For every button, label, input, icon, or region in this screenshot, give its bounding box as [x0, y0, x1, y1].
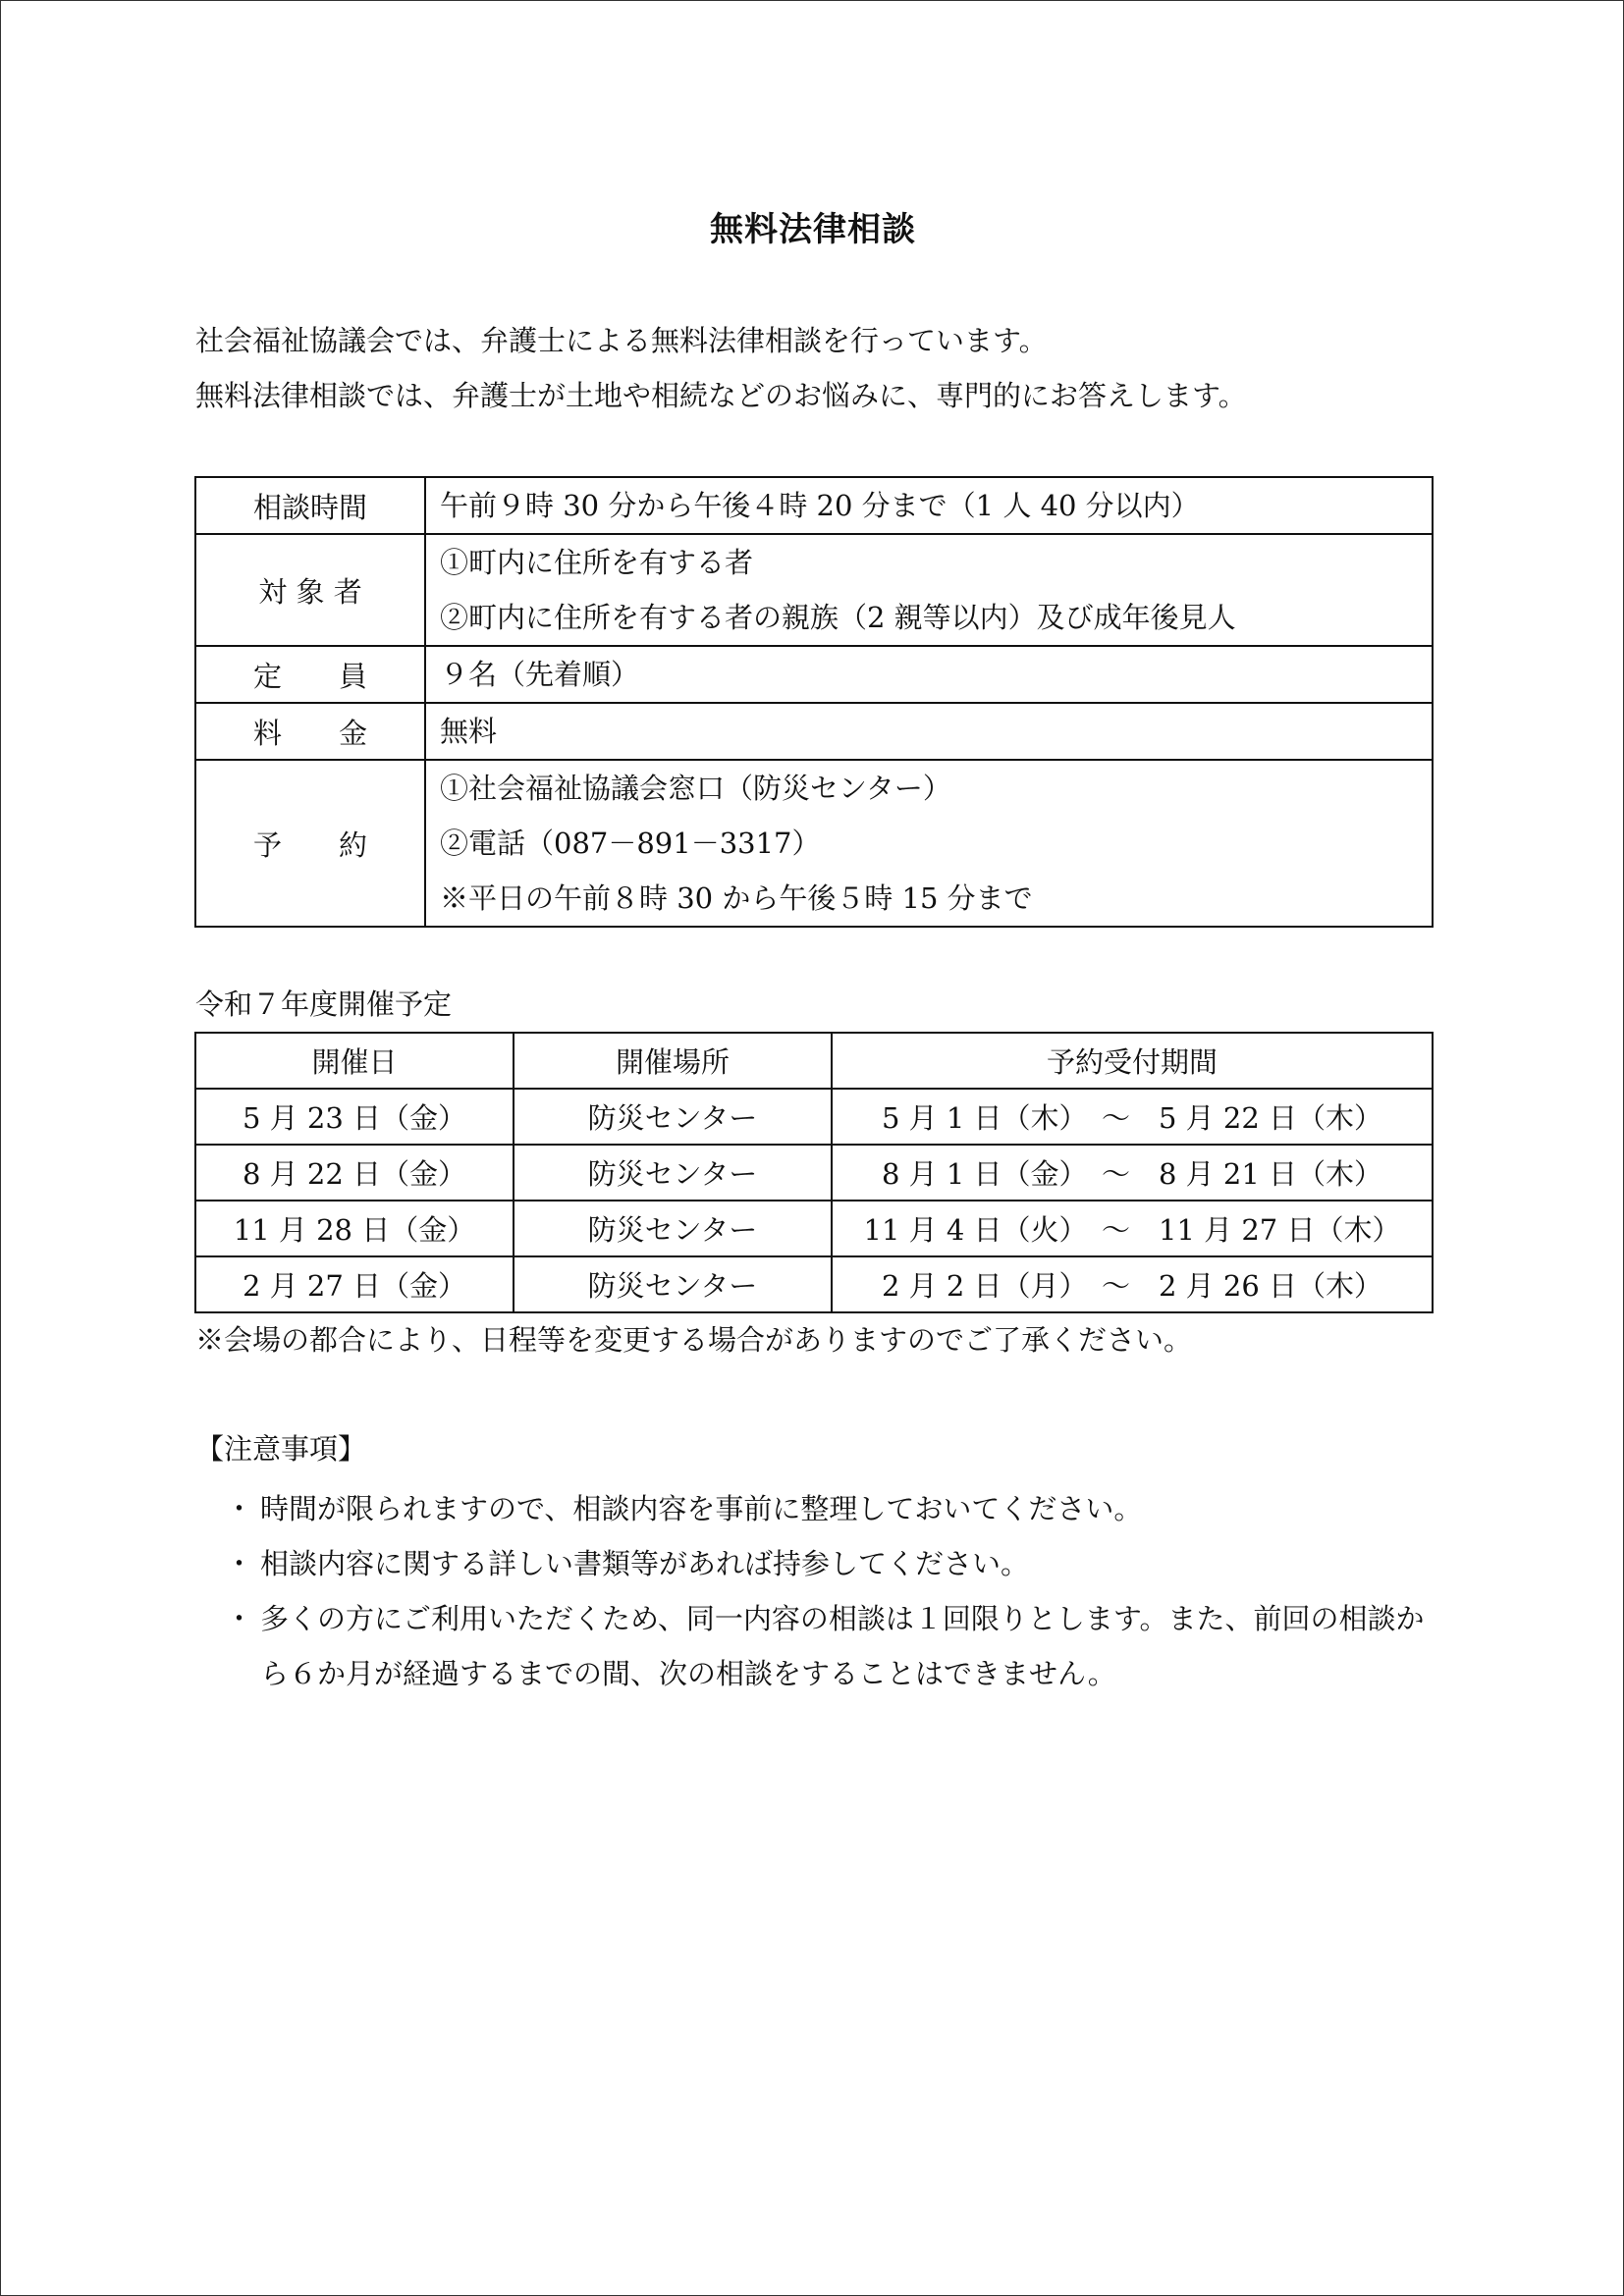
- schedule-table: [194, 1032, 1434, 1313]
- caution-text: 時間が限られますので、相談内容を事前に整理しておいてください。: [260, 1492, 1143, 1525]
- table-cell: 防災センター: [514, 1256, 832, 1312]
- bullet-mark: ・: [225, 1492, 254, 1525]
- intro-line: 社会福祉協議会では、弁護士による無料法律相談を行っています。: [195, 324, 1048, 357]
- info-label: 対 象 者: [195, 534, 425, 646]
- intro-line: 無料法律相談では、弁護士が土地や相続などのお悩みに、専門的にお答えします。: [195, 379, 1247, 412]
- info-row-time: [195, 477, 1433, 534]
- list-item: [225, 1591, 1442, 1701]
- column-header: 開催場所: [514, 1033, 832, 1089]
- info-row-target: [195, 534, 1433, 646]
- table-cell: 防災センター: [514, 1145, 832, 1201]
- info-label: 相談時間: [195, 477, 425, 534]
- caution-text: 相談内容に関する詳しい書類等があれば持参してください。: [260, 1547, 1030, 1580]
- schedule-header-row: [195, 1033, 1433, 1089]
- table-cell: 5 月 23 日（金）: [195, 1089, 514, 1145]
- info-value: 午前９時 30 分から午後４時 20 分まで（1 人 40 分以内）: [425, 477, 1433, 534]
- table-row: [195, 1256, 1433, 1312]
- info-row-fee: [195, 703, 1433, 760]
- info-row-reservation: [195, 760, 1433, 927]
- info-row-capacity: [195, 646, 1433, 703]
- bullet-mark: ・: [225, 1547, 254, 1580]
- info-value: 無料: [425, 703, 1433, 760]
- table-cell: 防災センター: [514, 1201, 832, 1256]
- info-value: ９名（先着順）: [425, 646, 1433, 703]
- table-cell: 8 月 22 日（金）: [195, 1145, 514, 1201]
- caution-text: 多くの方にご利用いただくため、同一内容の相談は１回限りとします。また、前回の相談から６か月が経過するまでの間、次の相談をすることはできません。: [260, 1602, 1425, 1690]
- schedule-change-note: ※会場の都合により、日程等を変更する場合がありますのでご了承ください。: [195, 1323, 1193, 1357]
- bullet-mark: ・: [225, 1602, 254, 1635]
- intro-paragraph: [195, 313, 1472, 423]
- table-cell: 5 月 1 日（木） ～ 5 月 22 日（木）: [832, 1089, 1433, 1145]
- info-label: 予 約: [195, 760, 425, 927]
- list-item: [225, 1536, 1442, 1591]
- caution-heading: 【注意事項】: [195, 1432, 367, 1466]
- info-label: 料 金: [195, 703, 425, 760]
- table-cell: 8 月 1 日（金） ～ 8 月 21 日（木）: [832, 1145, 1433, 1201]
- page-title: 無料法律相談: [710, 210, 916, 249]
- caution-list: [225, 1481, 1442, 1701]
- info-value: ①社会福祉協議会窓口（防災センター） ②電話（087－891－3317） ※平日の午前８時 30 から午後５時 15 分まで: [425, 760, 1433, 927]
- table-row: [195, 1201, 1433, 1256]
- consultation-info-table: [194, 476, 1434, 928]
- table-cell: 2 月 27 日（金）: [195, 1256, 514, 1312]
- table-row: [195, 1089, 1433, 1145]
- table-cell: 防災センター: [514, 1089, 832, 1145]
- column-header: 開催日: [195, 1033, 514, 1089]
- table-cell: 2 月 2 日（月） ～ 2 月 26 日（木）: [832, 1256, 1433, 1312]
- column-header: 予約受付期間: [832, 1033, 1433, 1089]
- table-cell: 11 月 28 日（金）: [195, 1201, 514, 1256]
- info-value: ①町内に住所を有する者 ②町内に住所を有する者の親族（2 親等以内）及び成年後見人: [425, 534, 1433, 646]
- table-cell: 11 月 4 日（火） ～ 11 月 27 日（木）: [832, 1201, 1433, 1256]
- table-row: [195, 1145, 1433, 1201]
- info-label: 定 員: [195, 646, 425, 703]
- list-item: [225, 1481, 1442, 1536]
- schedule-caption: 令和７年度開催予定: [195, 988, 453, 1021]
